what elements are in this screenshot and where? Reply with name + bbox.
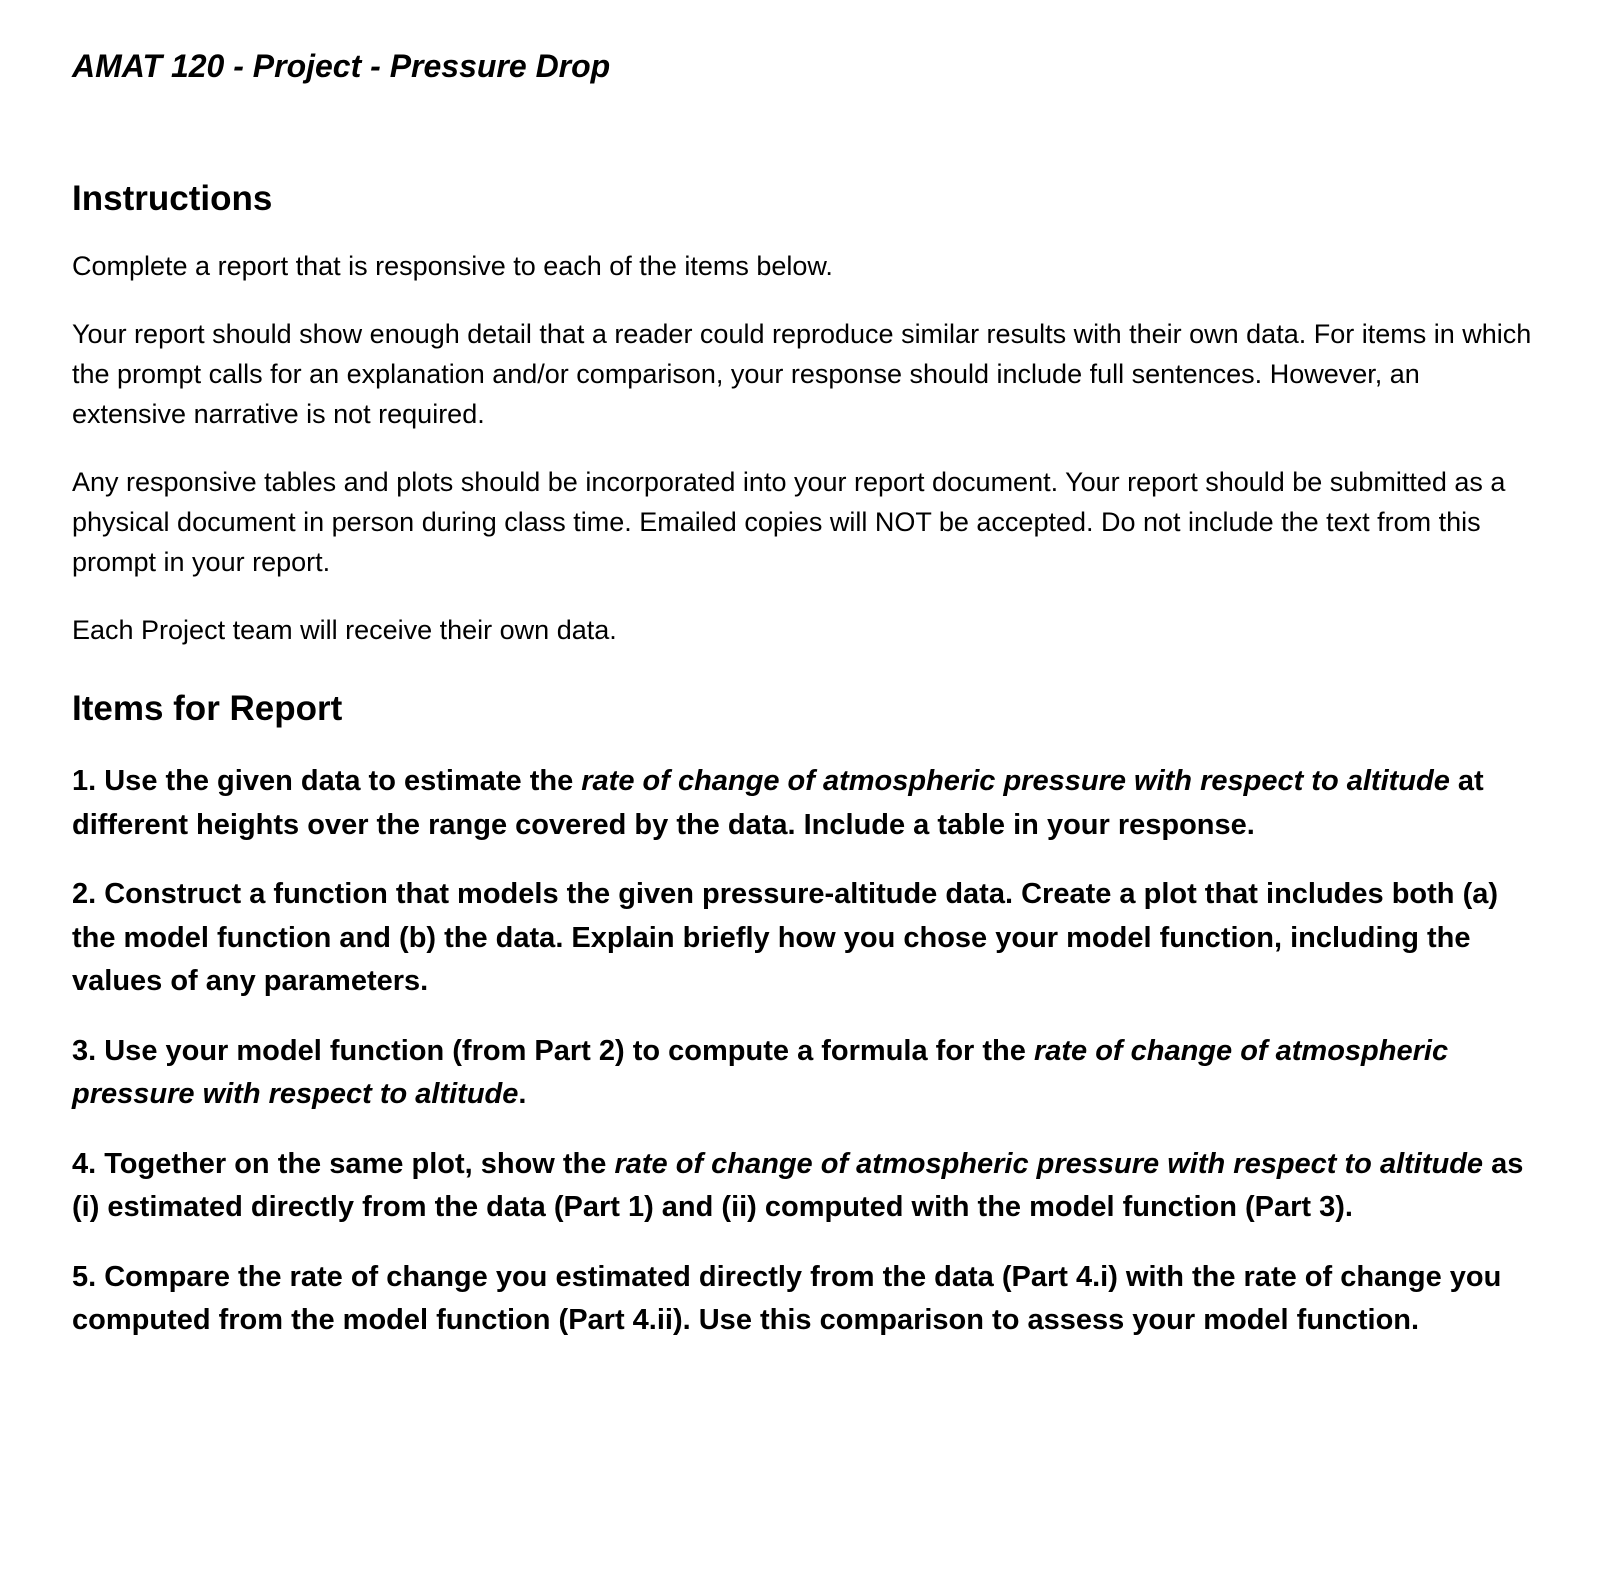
report-item-3-text-a: 3. Use your model function (from Part 2) to compute a formula for the: [72, 1034, 1034, 1067]
instructions-paragraph-2: Your report should show enough detail that a reader could reproduce similar results with their own data. For items in which the prompt calls for an explanation and/or comparison, your response should include full sentences. However, an extensive narrative is not required.: [72, 319, 1532, 429]
report-item-4-emphasis: rate of change of atmospheric pressure with respect to altitude: [614, 1147, 1484, 1180]
report-item-4-text-b: as (i) estimated directly from the data (Part 1) and (ii) computed with the model function (Part 3).: [72, 1147, 1524, 1223]
report-item-2: 2. Construct a function that models the given pressure-altitude data. Create a plot that includes both (a) the model function and (b) the data. Explain briefly how you chose your model function, including the values of any parameters.: [72, 878, 1499, 997]
report-item-3: [72, 1030, 1538, 1117]
report-item-3-emphasis: rate of change of atmospheric pressure with respect to altitude: [72, 1034, 1449, 1110]
items-for-report-heading: Items for Report: [72, 689, 343, 728]
report-item-1: [72, 760, 1538, 847]
report-item-3-text-b: .: [518, 1078, 527, 1110]
report-item-1-text-a: 1. Use the given data to estimate the: [72, 765, 582, 797]
report-item-1-emphasis: rate of change of atmospheric pressure with respect to altitude: [581, 765, 1450, 797]
report-item-1-text-b: at different heights over the range covered by the data. Include a table in your response.: [72, 765, 1484, 841]
document-title: AMAT 120 - Project - Pressure Drop: [72, 48, 611, 84]
instructions-heading: Instructions: [72, 179, 273, 218]
instructions-paragraph-4: Each Project team will receive their own data.: [72, 615, 617, 645]
instructions-paragraph-1: Complete a report that is responsive to each of the items below.: [72, 251, 833, 281]
report-item-4-text-a: 4. Together on the same plot, show the: [72, 1147, 615, 1180]
report-item-5: 5. Compare the rate of change you estimated directly from the data (Part 4.i) with the rate of change you computed from the model function (Part 4.ii). Use this comparison to assess your model function.: [72, 1260, 1502, 1336]
report-item-4: [72, 1143, 1538, 1230]
instructions-paragraph-3: Any responsive tables and plots should be incorporated into your report document. Your report should be submitted as a physical document in person during class time. Emailed copies will NOT be accepted. Do not include the text from this prompt in your report.: [72, 467, 1506, 577]
